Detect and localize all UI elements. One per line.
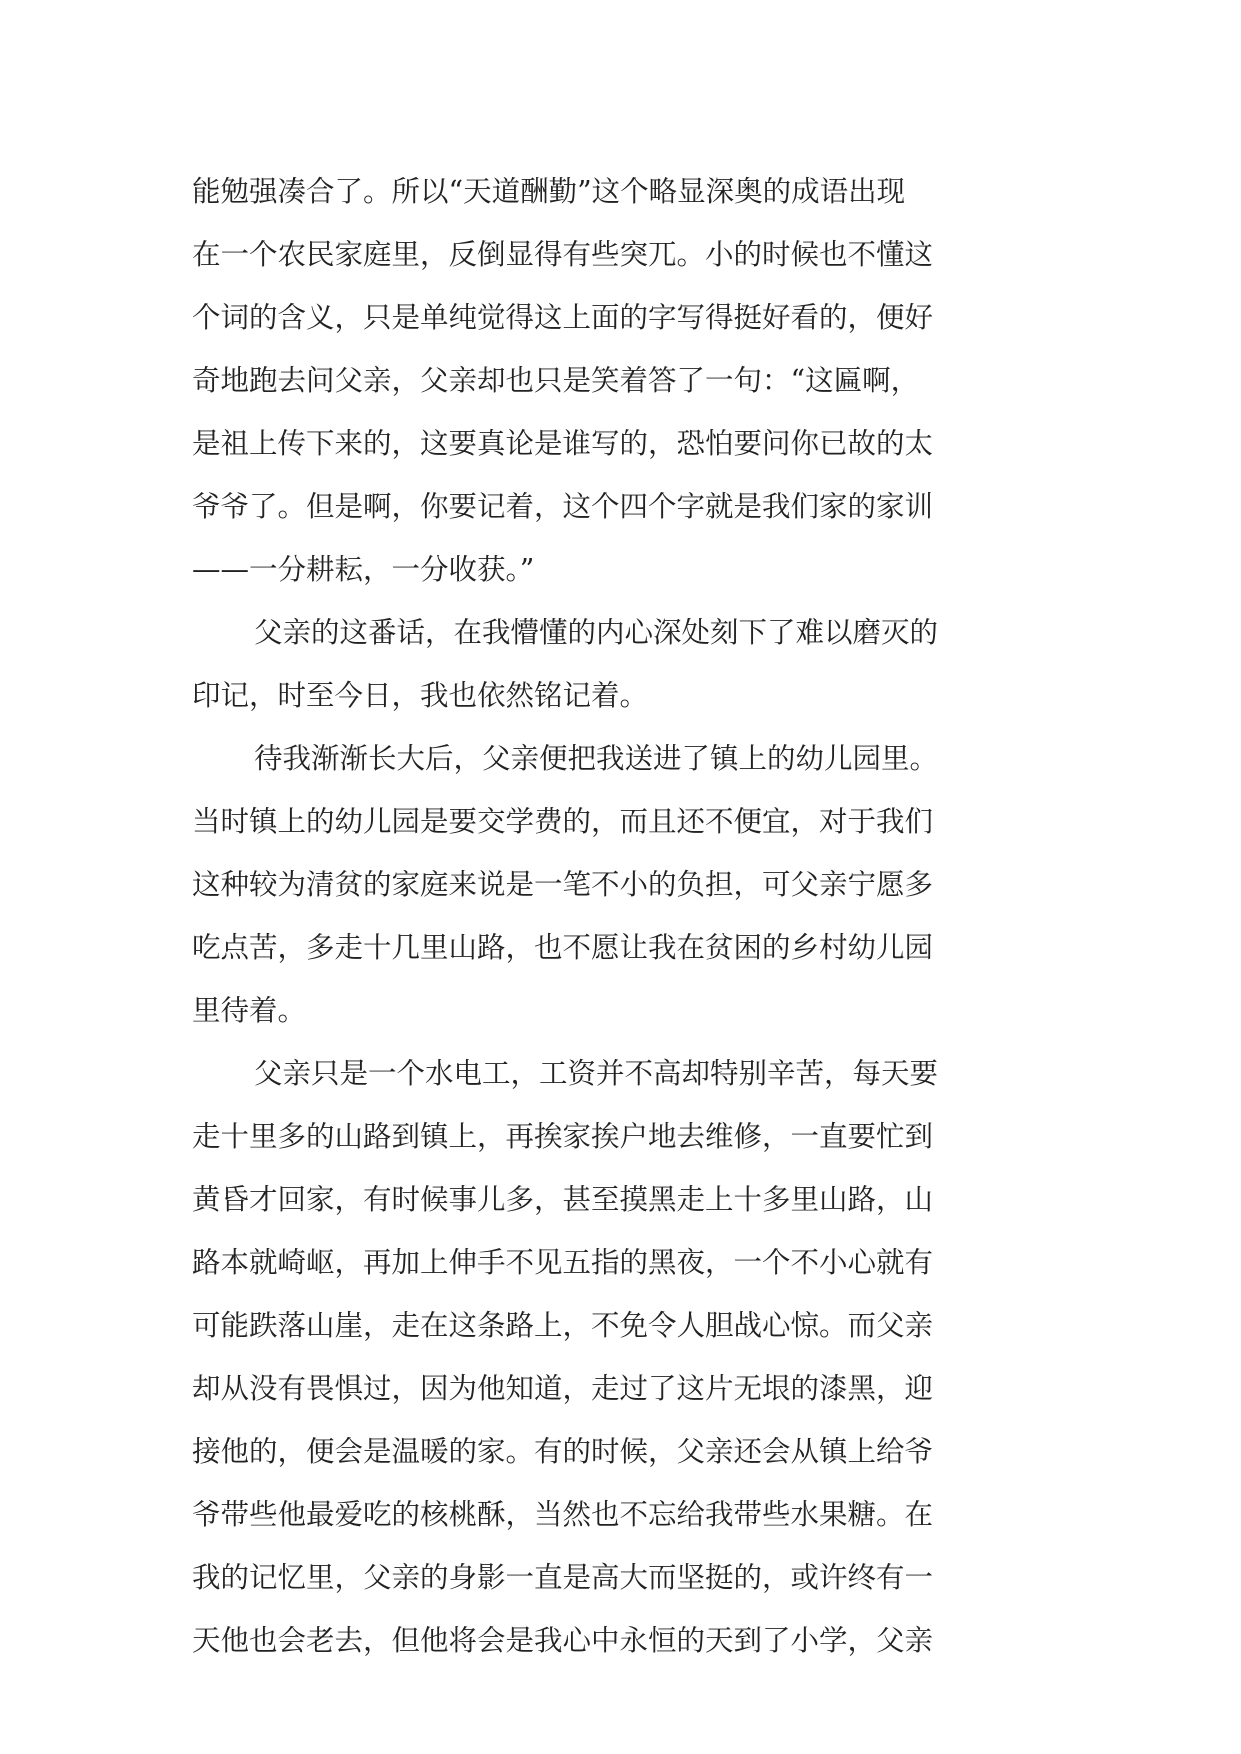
text-line: 父亲只是一个水电工，工资并不高却特别辛苦，每天要 [254,1057,939,1090]
text-line: 能勉强凑合了。所以“天道酬勤”这个略显深奥的成语出现 [192,175,906,208]
text-line: 黄昏才回家，有时候事儿多，甚至摸黑走上十多里山路，山 [192,1183,934,1216]
text-line: 可能跌落山崖，走在这条路上，不免令人胆战心惊。而父亲 [192,1309,934,1342]
text-line: 路本就崎岖，再加上伸手不见五指的黑夜，一个不小心就有 [192,1246,934,1279]
text-line: 天他也会老去，但他将会是我心中永恒的天到了小学，父亲 [192,1624,934,1657]
text-line: 这种较为清贫的家庭来说是一笔不小的负担，可父亲宁愿多 [192,868,934,901]
body-text [192,160,1052,1672]
text-line: 在一个农民家庭里，反倒显得有些突兀。小的时候也不懂这 [192,238,934,271]
text-line: 奇地跑去问父亲，父亲却也只是笑着答了一句：“这匾啊， [192,364,920,397]
text-line: 走十里多的山路到镇上，再挨家挨户地去维修，一直要忙到 [192,1120,934,1153]
text-line: ——一分耕耘，一分收获。” [192,553,535,586]
text-line: 爷带些他最爱吃的核桃酥，当然也不忘给我带些水果糖。在 [192,1498,934,1531]
text-line: 却从没有畏惧过，因为他知道，走过了这片无垠的漆黑，迎 [192,1372,934,1405]
text-line: 父亲的这番话，在我懵懂的内心深处刻下了难以磨灭的 [254,616,939,649]
text-line: 爷爷了。但是啊，你要记着，这个四个字就是我们家的家训 [192,490,934,523]
text-line: 个词的含义，只是单纯觉得这上面的字写得挺好看的，便好 [192,301,934,334]
text-line: 待我渐渐长大后，父亲便把我送进了镇上的幼儿园里。 [254,742,939,775]
text-line: 接他的，便会是温暖的家。有的时候，父亲还会从镇上给爷 [192,1435,934,1468]
text-line: 我的记忆里，父亲的身影一直是高大而坚挺的，或许终有一 [192,1561,934,1594]
text-line: 印记，时至今日，我也依然铭记着。 [192,679,649,712]
text-line: 吃点苦，多走十几里山路，也不愿让我在贫困的乡村幼儿园 [192,931,934,964]
text-line: 是祖上传下来的，这要真论是谁写的，恐怕要问你已故的太 [192,427,934,460]
text-line: 里待着。 [192,994,307,1027]
text-line: 当时镇上的幼儿园是要交学费的，而且还不便宜，对于我们 [192,805,934,838]
